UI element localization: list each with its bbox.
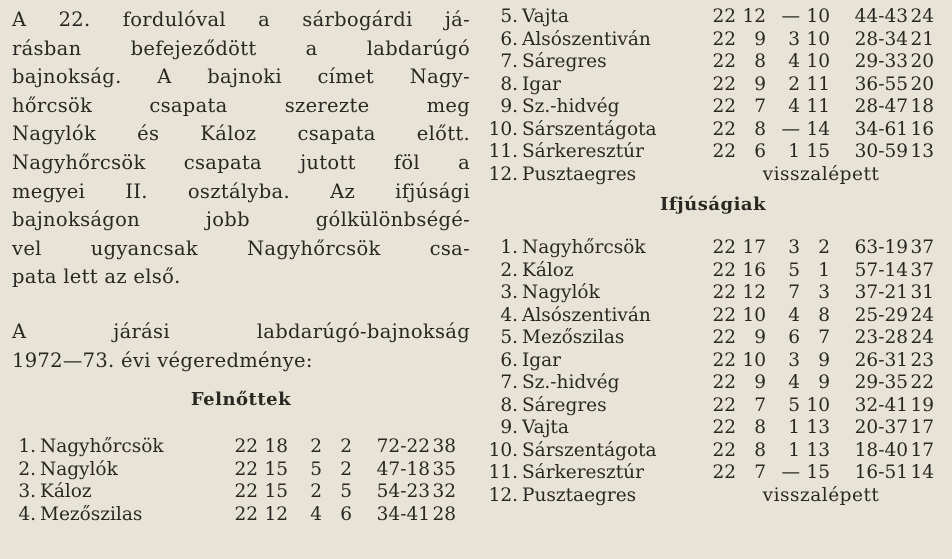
cell-goals: 34-41 (376, 503, 430, 525)
results-subtitle (12, 318, 470, 375)
cell-pts: 19 (910, 394, 934, 416)
cell-withdrawn-note: visszalépett (762, 484, 880, 506)
cell-team: Sárszentágota (522, 439, 657, 461)
cell-team: Pusztaegres (522, 163, 637, 185)
cell-won: 16 (742, 259, 766, 281)
cell-pts: 28 (432, 503, 456, 525)
cell-goals: 72-22 (376, 436, 430, 458)
cell-played: 22 (234, 458, 258, 480)
cell-draw: 2 (788, 73, 800, 95)
cell-team: Igar (522, 73, 562, 95)
cell-goals: 20-37 (854, 417, 908, 438)
cell-draw: 4 (788, 372, 800, 393)
table-row (478, 260, 934, 283)
cell-team: Nagyhőrcsök (522, 237, 646, 258)
cell-draw: 2 (310, 436, 322, 458)
cell-rank: 9. (500, 96, 518, 117)
cell-played: 22 (712, 327, 736, 348)
felnottek-heading: Felnőttek (190, 389, 292, 411)
table-row (12, 481, 456, 504)
cell-goals: 29-33 (854, 51, 908, 72)
cell-rank: 11. (488, 141, 518, 162)
table-row (478, 51, 934, 74)
cell-team: Káloz (40, 481, 92, 503)
cell-withdrawn-note: visszalépett (762, 163, 880, 185)
table-row (478, 395, 934, 418)
table-row (478, 237, 934, 260)
cell-draw: 3 (788, 349, 800, 371)
text-line: A 22. fordulóval a sárbogárdi já- (12, 8, 470, 31)
cell-rank: 2. (500, 259, 518, 281)
cell-rank: 6. (500, 349, 518, 371)
cell-rank: 7. (500, 372, 518, 393)
text-line: Nagyhőrcsök csapata jutott föl a (12, 150, 470, 174)
right-column (478, 6, 948, 507)
cell-lost: 11 (806, 96, 830, 117)
cell-goals: 36-55 (854, 73, 908, 95)
cell-draw: 3 (788, 28, 800, 50)
cell-lost: 10 (806, 51, 830, 72)
cell-goals: 28-34 (854, 28, 908, 50)
cell-played: 22 (712, 28, 736, 50)
cell-played: 22 (712, 259, 736, 281)
text-line: bajnokság. A bajnoki címet Nagy- (12, 65, 470, 89)
cell-lost: 10 (806, 6, 830, 27)
cell-goals: 29-35 (854, 372, 908, 393)
cell-pts: 32 (432, 481, 456, 503)
cell-draw: 1 (788, 141, 800, 162)
text-line: vel ugyancsak Nagyhőrcsök csa- (12, 236, 470, 260)
cell-pts: 20 (910, 73, 934, 95)
cell-pts: 17 (910, 439, 934, 461)
cell-team: Sz.-hidvég (522, 372, 620, 393)
cell-won: 15 (264, 481, 288, 503)
cell-pts: 35 (432, 458, 456, 480)
table-row-withdrawn (478, 164, 934, 187)
cell-played: 22 (234, 481, 258, 503)
cell-won: 12 (742, 6, 766, 27)
cell-rank: 4. (18, 503, 36, 525)
cell-rank: 3. (18, 481, 36, 503)
cell-played: 22 (712, 439, 736, 461)
cell-won: 7 (754, 462, 766, 483)
cell-pts: 38 (432, 436, 456, 458)
cell-draw: 6 (788, 327, 800, 348)
cell-lost: 3 (818, 282, 830, 303)
cell-team: Nagylók (522, 282, 600, 303)
cell-draw: 4 (788, 51, 800, 72)
cell-pts: 17 (910, 417, 934, 438)
cell-played: 22 (712, 118, 736, 140)
cell-rank: 8. (500, 394, 518, 416)
text-line: megyei II. osztályba. Az ifjúsági (12, 179, 470, 203)
cell-rank: 2. (18, 458, 36, 480)
cell-goals: 18-40 (854, 439, 908, 461)
cell-goals: 44-43 (854, 6, 908, 27)
cell-lost: 11 (806, 73, 830, 95)
table-row (12, 504, 456, 527)
table-row (478, 440, 934, 463)
cell-lost: 13 (806, 417, 830, 438)
table-row (478, 141, 934, 164)
text-line: hőrcsök csapata szerezte meg (12, 93, 470, 117)
cell-lost: 7 (818, 327, 830, 348)
cell-pts: 37 (910, 237, 934, 258)
cell-won: 10 (742, 304, 766, 326)
cell-played: 22 (712, 372, 736, 393)
cell-lost: 8 (818, 304, 830, 326)
felnottek-table (12, 436, 456, 526)
cell-team: Igar (522, 349, 562, 371)
text-line: Nagylók és Káloz csapata előtt. (12, 122, 470, 146)
cell-lost: 14 (806, 118, 830, 140)
cell-won: 8 (754, 439, 766, 461)
table-row (478, 282, 934, 305)
cell-lost: 2 (340, 436, 352, 458)
cell-draw: 4 (788, 96, 800, 117)
text-line: bajnokságon jobb gólkülönbségé- (12, 208, 470, 232)
cell-played: 22 (234, 503, 258, 525)
cell-won: 8 (754, 118, 766, 140)
cell-goals: 26-31 (854, 349, 908, 371)
cell-lost: 2 (818, 237, 830, 258)
table-row (478, 350, 934, 373)
cell-pts: 18 (910, 96, 934, 117)
cell-team: Káloz (522, 259, 574, 281)
cell-won: 6 (754, 141, 766, 162)
table-row (478, 417, 934, 440)
cell-team: Sárszentágota (522, 118, 657, 140)
cell-pts: 37 (910, 259, 934, 281)
cell-won: 15 (264, 458, 288, 480)
cell-won: 10 (742, 349, 766, 371)
cell-goals: 47-18 (376, 458, 430, 480)
cell-team: Sárkeresztúr (522, 462, 644, 483)
cell-played: 22 (712, 237, 736, 258)
cell-draw: 5 (788, 394, 800, 416)
cell-pts: 13 (910, 141, 934, 162)
cell-pts: 24 (910, 327, 934, 348)
cell-played: 22 (712, 282, 736, 303)
cell-draw: — (781, 462, 800, 483)
cell-lost: 2 (340, 458, 352, 480)
cell-played: 22 (712, 51, 736, 72)
cell-pts: 21 (910, 28, 934, 50)
cell-draw: — (781, 6, 800, 27)
cell-won: 9 (754, 372, 766, 393)
cell-played: 22 (712, 96, 736, 117)
text-line: pata lett az első. (12, 265, 181, 289)
cell-goals: 34-61 (854, 118, 908, 140)
cell-draw: 4 (788, 304, 800, 326)
cell-won: 9 (754, 73, 766, 95)
cell-rank: 1. (500, 237, 518, 258)
text-line: 1972—73. évi végeredménye: (12, 348, 313, 372)
cell-won: 7 (754, 96, 766, 117)
cell-team: Sáregres (522, 51, 607, 72)
cell-team: Alsószentiván (522, 304, 651, 326)
cell-rank: 12. (488, 163, 518, 185)
cell-won: 12 (264, 503, 288, 525)
cell-draw: 1 (788, 417, 800, 438)
cell-pts: 22 (910, 372, 934, 393)
cell-team: Vajta (522, 6, 569, 27)
cell-team: Mezőszilas (40, 503, 143, 525)
cell-goals: 32-41 (854, 394, 908, 416)
cell-won: 8 (754, 51, 766, 72)
cell-played: 22 (712, 417, 736, 438)
cell-draw: 2 (310, 481, 322, 503)
cell-pts: 14 (910, 462, 934, 483)
cell-lost: 13 (806, 439, 830, 461)
table-row (478, 6, 934, 29)
cell-pts: 31 (910, 282, 934, 303)
table-row-withdrawn (478, 485, 934, 508)
cell-lost: 6 (340, 503, 352, 525)
table-row (478, 305, 934, 328)
table-row (478, 119, 934, 142)
cell-rank: 5. (500, 327, 518, 348)
table-row (478, 29, 934, 52)
cell-team: Pusztaegres (522, 484, 637, 506)
felnottek-table-continued (478, 6, 934, 186)
cell-pts: 24 (910, 6, 934, 27)
cell-goals: 23-28 (854, 327, 908, 348)
intro-paragraph (12, 6, 470, 292)
cell-draw: 5 (310, 458, 322, 480)
cell-lost: 5 (340, 481, 352, 503)
cell-lost: 10 (806, 28, 830, 50)
cell-draw: 1 (788, 439, 800, 461)
cell-won: 8 (754, 417, 766, 438)
cell-pts: 24 (910, 304, 934, 326)
cell-pts: 23 (910, 349, 934, 371)
cell-rank: 8. (500, 73, 518, 95)
cell-team: Vajta (522, 417, 569, 438)
table-row (12, 459, 456, 482)
cell-goals: 57-14 (854, 259, 908, 281)
cell-lost: 9 (818, 372, 830, 393)
table-row (478, 327, 934, 350)
cell-rank: 7. (500, 51, 518, 72)
cell-goals: 63-19 (854, 237, 908, 258)
cell-played: 22 (712, 141, 736, 162)
cell-rank: 9. (500, 417, 518, 438)
table-row (478, 372, 934, 395)
table-row (478, 74, 934, 97)
cell-rank: 12. (488, 484, 518, 506)
ifjusagiak-heading: Ifjúságiak (659, 194, 767, 215)
cell-won: 17 (742, 237, 766, 258)
cell-goals: 28-47 (854, 96, 908, 117)
cell-draw: 7 (788, 282, 800, 303)
text-line: A járási labdarúgó-bajnokság (12, 319, 470, 343)
cell-rank: 10. (488, 439, 518, 461)
cell-draw: 3 (788, 237, 800, 258)
table-row (478, 462, 934, 485)
cell-lost: 15 (806, 141, 830, 162)
cell-goals: 37-21 (854, 282, 908, 303)
cell-team: Nagylók (40, 458, 118, 480)
cell-rank: 6. (500, 28, 518, 50)
cell-won: 9 (754, 28, 766, 50)
cell-goals: 54-23 (376, 481, 430, 503)
cell-won: 9 (754, 327, 766, 348)
cell-team: Sz.-hidvég (522, 96, 620, 117)
cell-played: 22 (712, 394, 736, 416)
cell-played: 22 (234, 436, 258, 458)
cell-rank: 4. (500, 304, 518, 326)
cell-played: 22 (712, 462, 736, 483)
cell-team: Sárkeresztúr (522, 141, 644, 162)
cell-goals: 25-29 (854, 304, 908, 326)
cell-played: 22 (712, 6, 736, 27)
text-line: rásban befejeződött a labdarúgó (12, 36, 470, 60)
table-row (478, 96, 934, 119)
cell-lost: 15 (806, 462, 830, 483)
cell-lost: 10 (806, 394, 830, 416)
cell-lost: 9 (818, 349, 830, 371)
cell-played: 22 (712, 73, 736, 95)
cell-goals: 16-51 (854, 462, 908, 483)
cell-draw: 5 (788, 259, 800, 281)
cell-pts: 20 (910, 51, 934, 72)
cell-rank: 11. (488, 462, 518, 483)
cell-team: Alsószentiván (522, 28, 651, 50)
cell-goals: 30-59 (854, 141, 908, 162)
cell-lost: 1 (818, 259, 830, 281)
left-column (12, 6, 470, 526)
cell-team: Mezőszilas (522, 327, 625, 348)
table-row (12, 436, 456, 459)
cell-rank: 1. (18, 436, 36, 458)
cell-played: 22 (712, 304, 736, 326)
cell-won: 7 (754, 394, 766, 416)
ifjusagiak-table (478, 237, 934, 507)
cell-draw: — (781, 118, 800, 140)
cell-won: 18 (264, 436, 288, 458)
cell-team: Sáregres (522, 394, 607, 416)
cell-rank: 10. (488, 118, 518, 140)
cell-played: 22 (712, 349, 736, 371)
cell-won: 12 (742, 282, 766, 303)
cell-draw: 4 (310, 503, 322, 525)
cell-rank: 5. (500, 6, 518, 27)
cell-rank: 3. (500, 282, 518, 303)
cell-team: Nagyhőrcsök (40, 436, 164, 458)
cell-pts: 16 (910, 118, 934, 140)
